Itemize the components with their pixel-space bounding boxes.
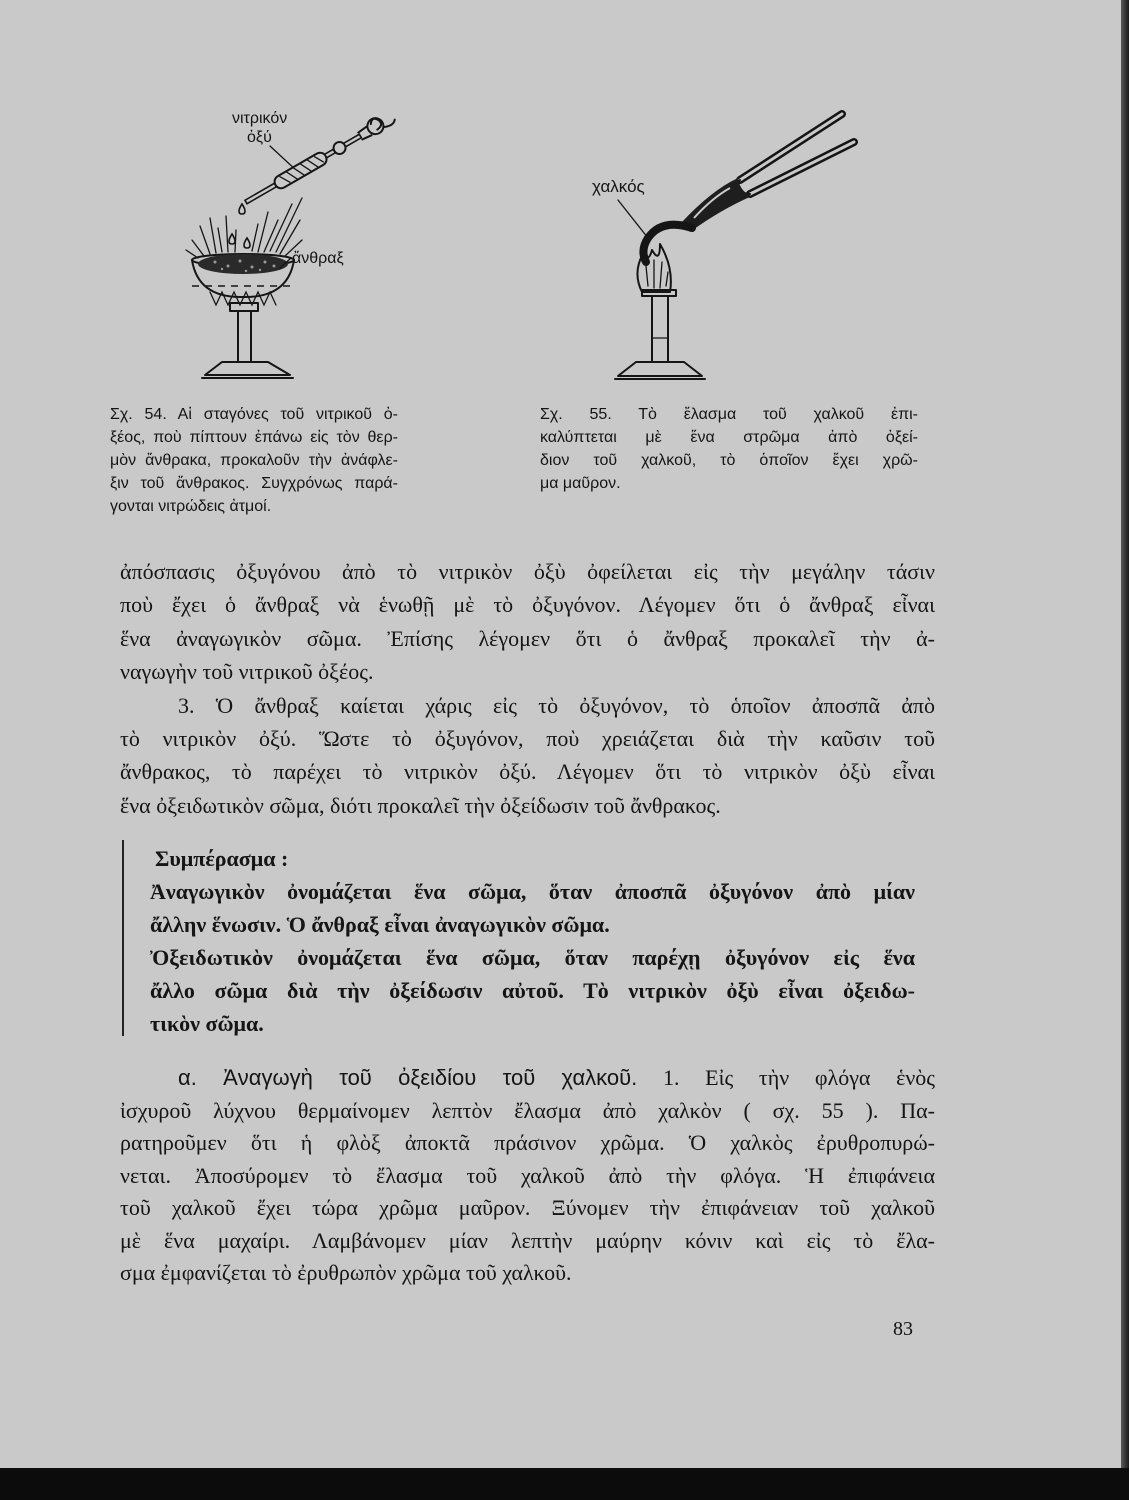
section-a-first-line-text: 1. Εἰς τὴν φλόγα ἑνὸς xyxy=(662,1065,936,1090)
conclusion-line: ἄλλο σῶμα διὰ τὴν ὀξείδωσιν αὐτοῦ. Τὸ νιτρικὸν ὀξὺ εἶναι ὀξειδω- xyxy=(150,978,915,1003)
section-a-line: νεται. Ἀποσύρομεν τὸ ἔλασμα τοῦ χαλκοῦ ἀπὸ τὴν φλόγα. Ἡ ἐπιφάνεια xyxy=(120,1162,935,1188)
caption-line: Σχ. 54. Αἱ σταγόνες τοῦ νιτρικοῦ ὀ- xyxy=(110,406,398,423)
page-number: 83 xyxy=(893,1318,913,1340)
body-line: τὸ νιτρικὸν ὀξύ. Ὥστε τὸ ὀξυγόνον, ποὺ χρειάζεται διὰ τὴν καῦσιν τοῦ xyxy=(120,725,935,751)
caption-line: μα μαῦρον. xyxy=(540,475,621,492)
body-line: ἕνα ὀξειδωτικὸν σῶμα, διότι προκαλεῖ τὴν ὀξείδωσιν τοῦ ἄνθρακος. xyxy=(120,792,721,818)
body-line: ναγωγὴν τοῦ νιτρικοῦ ὀξέος. xyxy=(120,659,374,685)
body-line: ἄνθρακος, τὸ παρέχει τὸ νιτρικὸν ὀξύ. Λέγομεν ὅτι τὸ νιτρικὸν ὀξὺ εἶναι xyxy=(120,759,935,785)
conclusion-box xyxy=(150,842,915,1040)
caption-line: μὸν ἄνθρακα, προκαλοῦν τὴν ἀνάφλε- xyxy=(110,452,398,469)
label-charcoal: ἄνθραξ xyxy=(292,250,344,267)
label-copper: χαλκός xyxy=(592,177,645,196)
section-a-line: σμα ἐμφανίζεται τὸ ἐρυθρωπὸν χρῶμα τοῦ χαλκοῦ. xyxy=(120,1260,572,1285)
caption-line: Σχ. 55. Τὸ ἔλασμα τοῦ χαλκοῦ ἐπι- xyxy=(540,406,918,423)
tongs xyxy=(682,114,854,232)
label-nitric-acid-line1: νιτρικόν xyxy=(232,110,288,127)
caption-figure-54 xyxy=(110,403,398,518)
conclusion-left-rule xyxy=(122,840,124,1036)
caption-line: καλύπτεται μὲ ἕνα στρῶμα ἀπὸ ὀξεί- xyxy=(540,429,918,446)
section-a-line: μὲ ἕνα μαχαίρι. Λαμβάνομεν μίαν λεπτὴν μαύρην κόνιν καὶ εἰς τὸ ἔλα- xyxy=(120,1227,935,1253)
figure-55-copper-in-flame xyxy=(580,100,870,390)
section-a-heading: α. Ἀναγωγὴ τοῦ ὀξειδίου τοῦ χαλκοῦ. xyxy=(178,1065,638,1090)
charcoal-bowl xyxy=(192,254,294,297)
conclusion-heading: Συμπέρασμα : xyxy=(155,846,289,871)
section-a-paragraph xyxy=(120,1062,935,1290)
section-a-line: ρατηροῦμεν ὅτι ἡ φλὸξ ἀποκτᾶ πράσινον χρῶμα. Ὁ χαλκὸς ἐρυθροπυρώ- xyxy=(120,1130,935,1155)
acid-drops xyxy=(229,204,250,248)
label-copper-leader xyxy=(618,200,648,238)
body-line: ἀπόσπασις ὀξυγόνου ἀπὸ τὸ νιτρικὸν ὀξὺ ὀφείλεται εἰς τὴν μεγάλην τάσιν xyxy=(120,559,935,584)
body-line: 3. Ὁ ἄνθραξ καίεται χάρις εἰς τὸ ὀξυγόνον, τὸ ὁποῖον ἀποσπᾶ ἀπὸ xyxy=(178,692,935,718)
label-nitric-acid-line2: ὀξύ xyxy=(247,129,272,146)
section-a-line: τοῦ χαλκοῦ ἔχει τώρα χρῶμα μαῦρον. Ξύνομεν τὴν ἐπιφάνειαν τοῦ χαλκοῦ xyxy=(120,1195,935,1220)
caption-line: διον τοῦ χαλκοῦ, τὸ ὁποῖον ἔχει χρῶ- xyxy=(540,452,918,469)
section-a-first-line xyxy=(120,1062,935,1095)
scan-bottom-band xyxy=(0,1468,1129,1500)
scan-right-edge xyxy=(1121,0,1129,1500)
caption-figure-55 xyxy=(540,403,918,495)
burner-stand xyxy=(202,292,293,378)
body-line: ἕνα ἀναγωγικὸν σῶμα. Ἐπίσης λέγομεν ὅτι ὁ ἄνθραξ προκαλεῖ τὴν ἀ- xyxy=(120,625,935,651)
conclusion-line: Ἀναγωγικὸν ὀνομάζεται ἕνα σῶμα, ὅταν ἀποσπᾶ ὀξυγόνον ἀπὸ μίαν xyxy=(150,879,915,904)
body-paragraphs xyxy=(120,555,935,822)
copper-strip xyxy=(643,225,692,262)
section-a-line: ἰσχυροῦ λύχνου θερμαίνομεν λεπτὸν ἔλασμα ἀπὸ χαλκὸν ( σχ. 55 ). Πα- xyxy=(120,1097,935,1123)
caption-line: ξέος, ποὺ πίπτουν ἐπάνω εἰς τὸν θερ- xyxy=(110,429,398,446)
conclusion-line: τικὸν σῶμα. xyxy=(150,1011,264,1036)
caption-line: γονται νιτρώδεις ἀτμοί. xyxy=(110,498,272,515)
figure-54-charcoal-and-nitric-acid xyxy=(180,100,420,390)
body-line: ποὺ ἔχει ὁ ἄνθραξ νὰ ἑνωθῇ μὲ τὸ ὀξυγόνον. Λέγομεν ὅτι ὁ ἄνθραξ εἶναι xyxy=(120,592,935,618)
caption-line: ξιν τοῦ ἄνθρακος. Συγχρόνως παρά- xyxy=(110,475,398,492)
conclusion-line: Ὀξειδωτικὸν ὀνομάζεται ἕνα σῶμα, ὅταν παρέχῃ ὀξυγόνον εἰς ἕνα xyxy=(150,945,915,970)
bunsen-burner xyxy=(615,290,705,379)
conclusion-line: ἄλλην ἕνωσιν. Ὁ ἄνθραξ εἶναι ἀναγωγικὸν σῶμα. xyxy=(150,912,610,937)
